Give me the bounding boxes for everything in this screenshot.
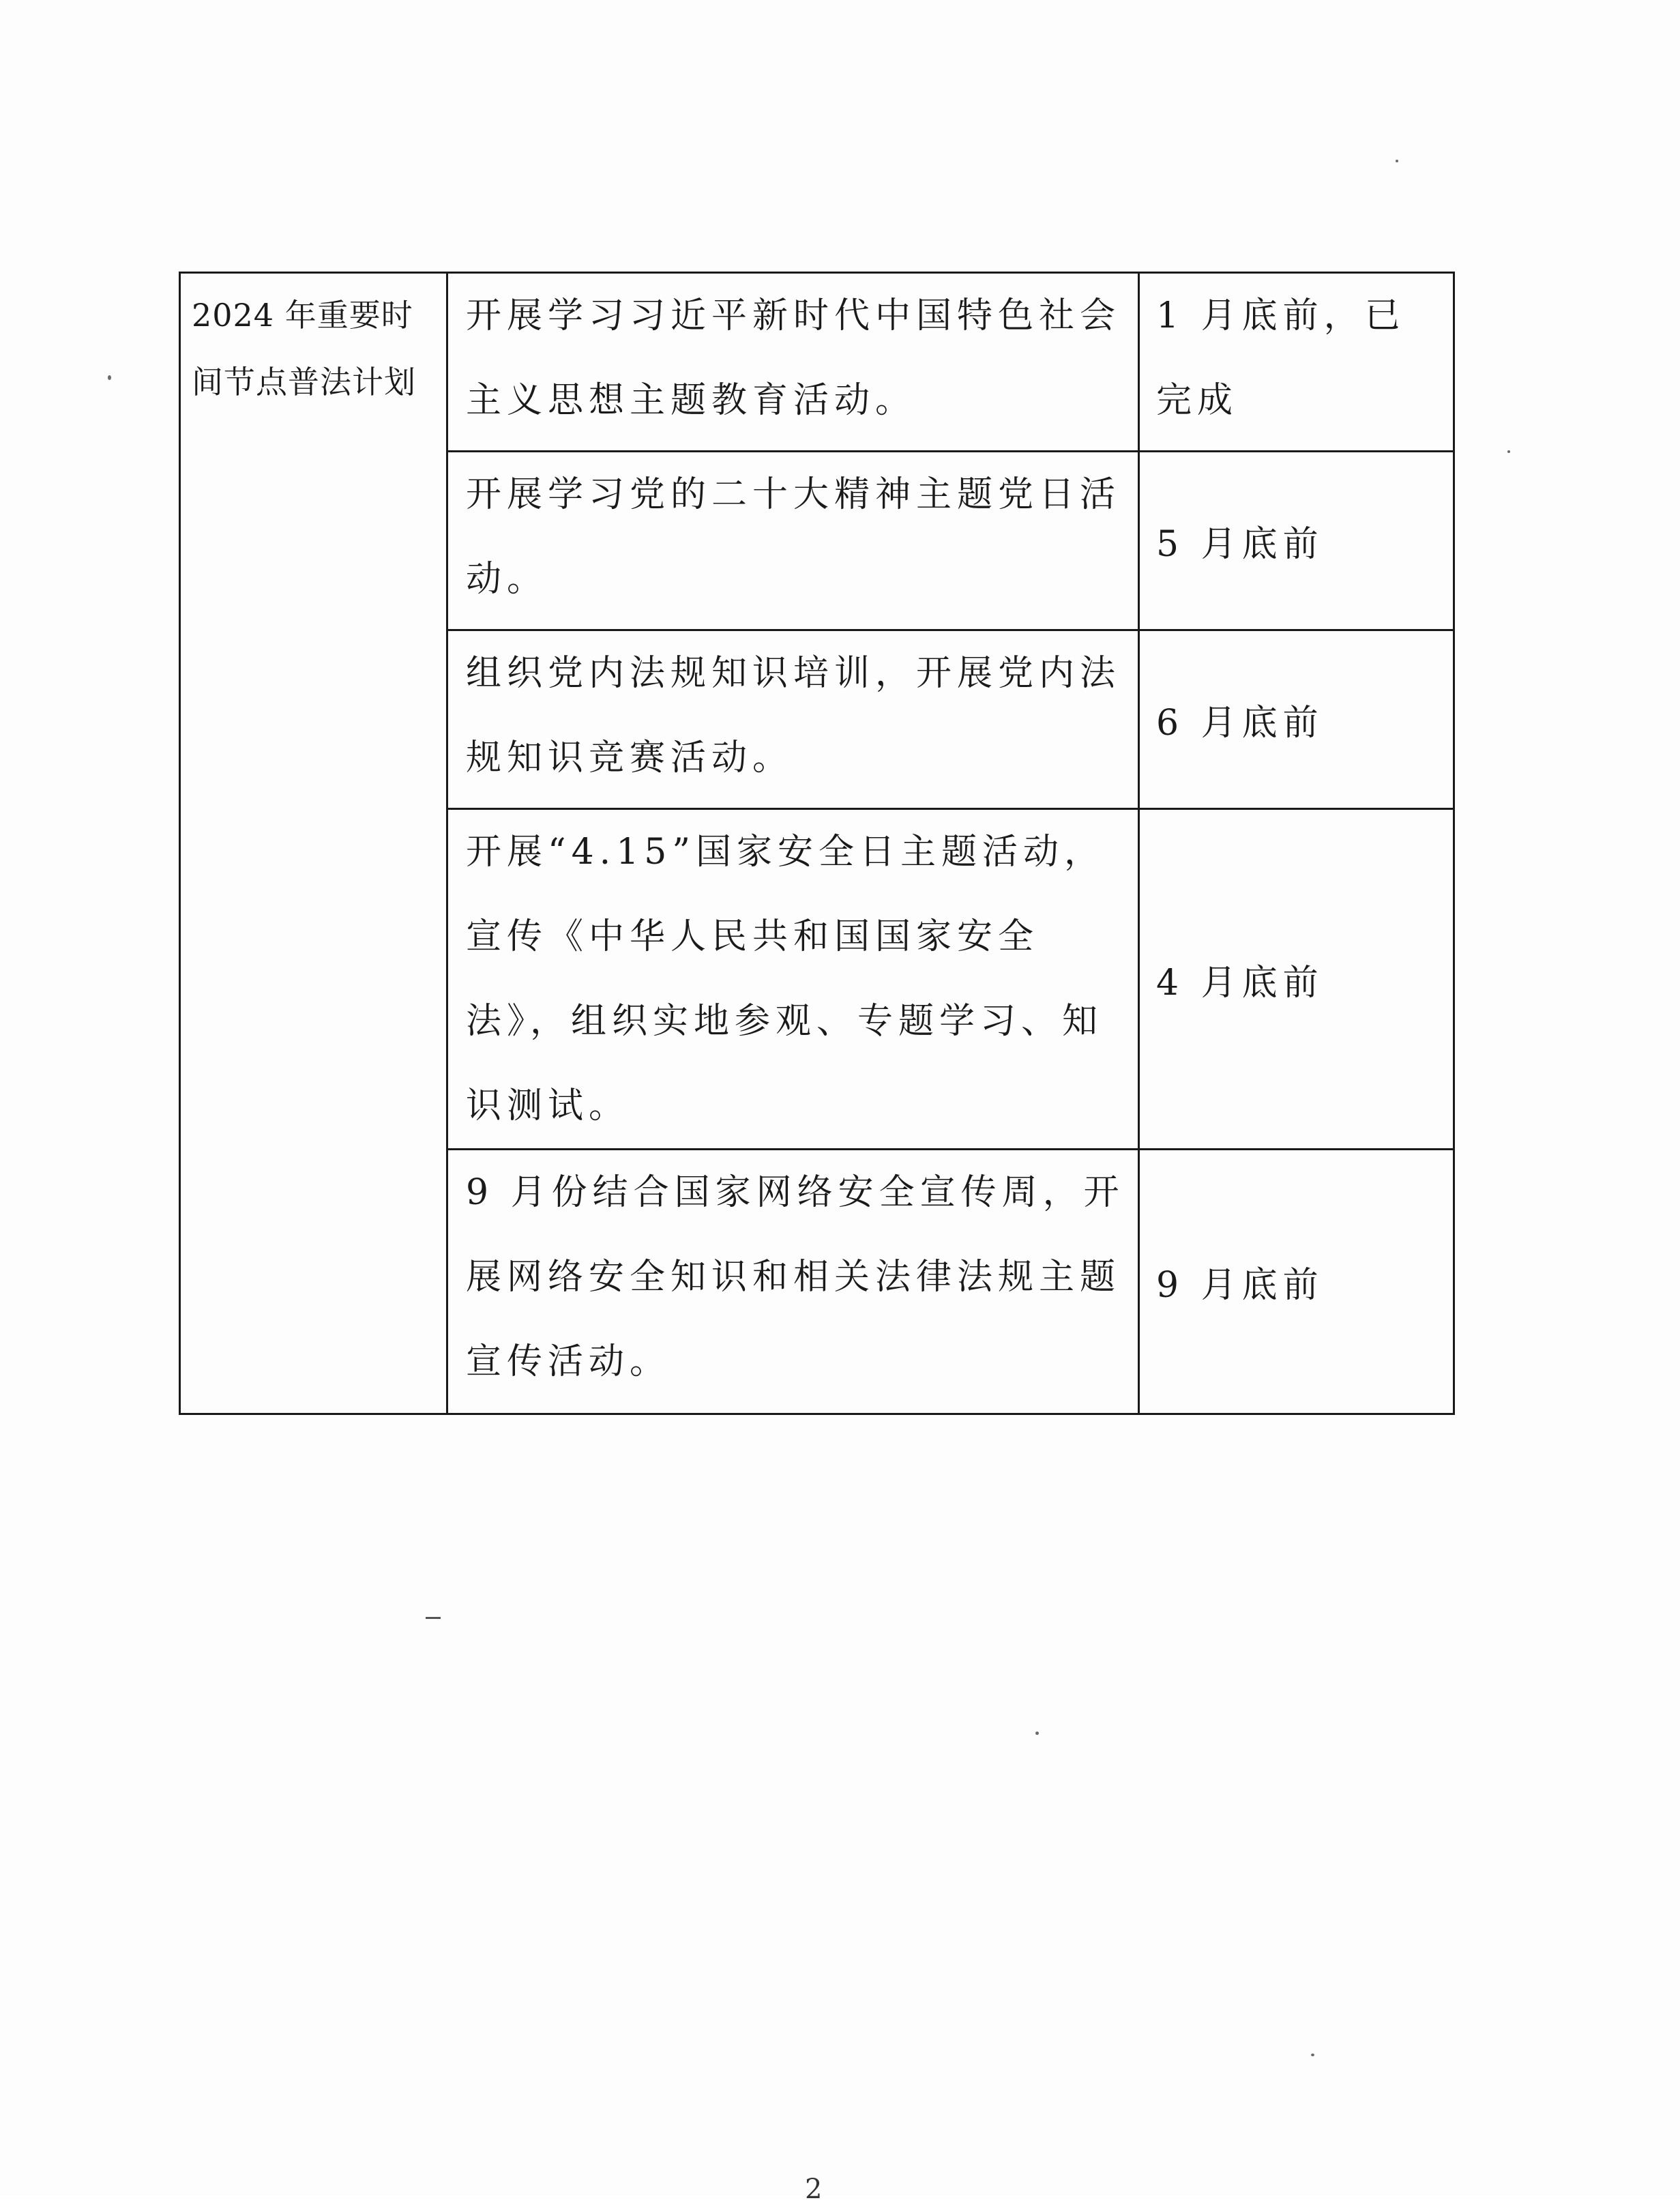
content-cell: 9 月份结合国家网络安全宣传周，开展网络安全知识和相关法律法规主题宣传活动。	[447, 1150, 1139, 1414]
plan-table	[179, 272, 1455, 1415]
scan-speck	[1507, 450, 1510, 453]
category-cell: 2024 年重要时间节点普法计划	[180, 273, 447, 1414]
deadline-cell: 1 月底前，已完成	[1139, 273, 1454, 452]
scan-speck	[108, 375, 111, 380]
deadline-cell: 9 月底前	[1139, 1150, 1454, 1414]
deadline-cell: 5 月底前	[1139, 452, 1454, 630]
content-cell: 开展学习习近平新时代中国特色社会主义思想主题教育活动。	[447, 273, 1139, 452]
table-row	[180, 273, 1454, 452]
page-number: 2	[805, 2174, 823, 2205]
deadline-cell: 6 月底前	[1139, 630, 1454, 809]
content-cell: 组织党内法规知识培训，开展党内法规知识竞赛活动。	[447, 630, 1139, 809]
deadline-cell: 4 月底前	[1139, 809, 1454, 1150]
content-cell: 开展学习党的二十大精神主题党日活动。	[447, 452, 1139, 630]
content-cell: 开展“4.15”国家安全日主题活动，宣传《中华人民共和国国家安全法》，组织实地参观、专题学习、知识测试。	[447, 809, 1139, 1150]
scan-speck	[1035, 1732, 1039, 1735]
scan-mark	[426, 1617, 441, 1619]
scan-speck	[1396, 160, 1398, 162]
scan-speck	[1311, 2054, 1314, 2056]
